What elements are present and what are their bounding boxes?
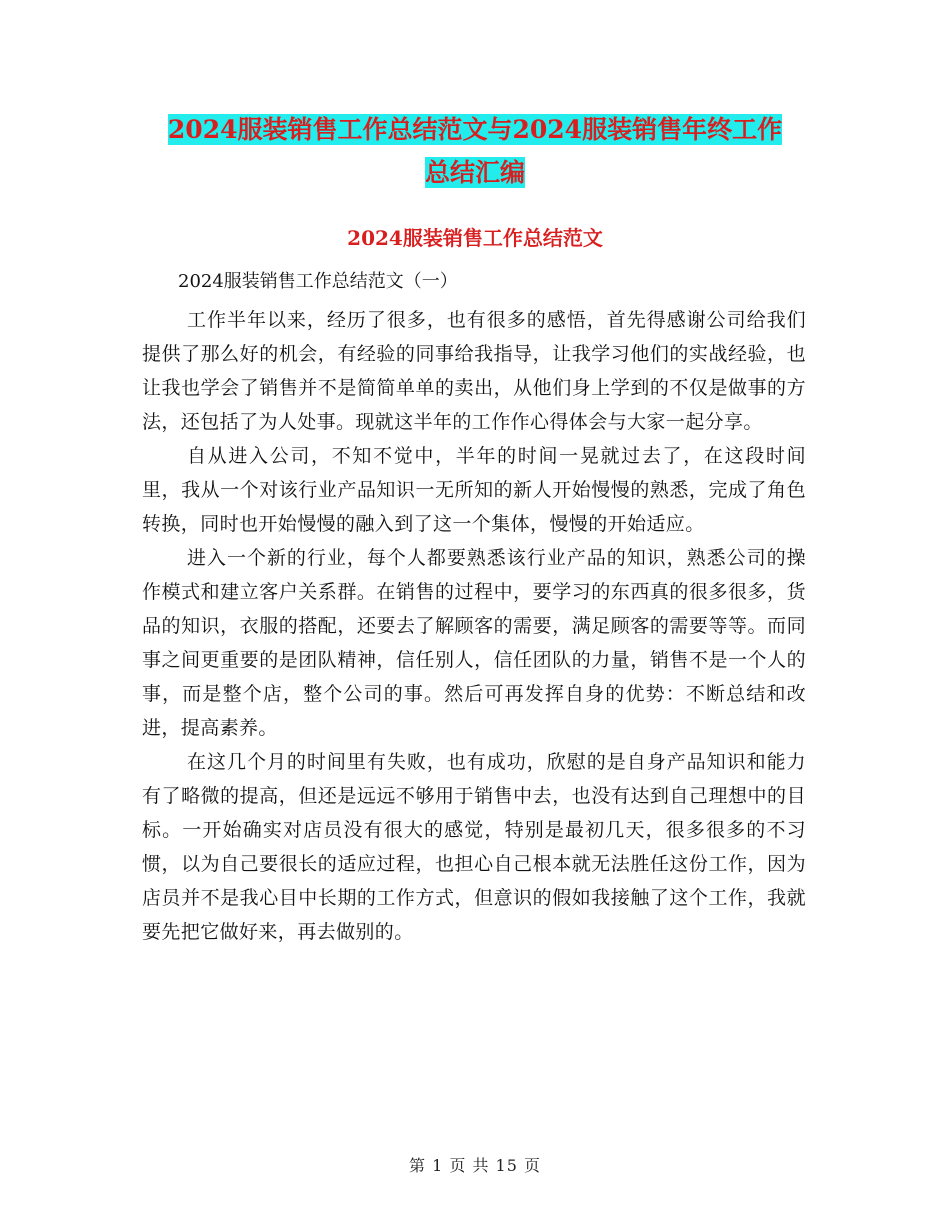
title-line-2: 总结汇编 [424,158,525,187]
paragraph: 工作半年以来，经历了很多，也有很多的感悟，首先得感谢公司给我们提供了那么好的机会，有经验的同事给我指导，让我学习他们的实战经验，也让我也学会了销售并不是简简单单的卖出，从他们身上学到的不仅是做事的方法，还包括了为人处事。现就这半年的工作作心得体会与大家一起分享。 [142,309,806,433]
paragraph: 自从进入公司，不知不觉中，半年的时间一晃就过去了，在这段时间里，我从一个对该行业产品知识一无所知的新人开始慢慢的熟悉，完成了角色转换，同时也开始慢慢的融入到了这一个集体，慢慢的开始适应。 [142,445,806,535]
page-number: 第 1 页 共 15 页 [409,1156,541,1175]
title-line-1: 2024服装销售工作总结范文与2024服装销售年终工作 [167,115,783,144]
document-title [140,108,810,194]
subtitle: 2024服装销售工作总结范文（一） [178,271,458,292]
document-body [142,266,806,949]
paragraph: 进入一个新的行业，每个人都要熟悉该行业产品的知识，熟悉公司的操作模式和建立客户关系群。在销售的过程中，要学习的东西真的很多很多，货品的知识，衣服的搭配，还要去了解顾客的需要，满足顾客的需要等等。而同事之间更重要的是团队精神，信任别人，信任团队的力量，销售不是一个人的事，而是整个店，整个公司的事。然后可再发挥自身的优势：不断总结和改进，提高素养。 [142,547,806,739]
paragraph: 在这几个月的时间里有失败，也有成功，欣慰的是自身产品知识和能力有了略微的提高，但还是远远不够用于销售中去，也没有达到自己理想中的目标。一开始确实对店员没有很大的感觉，特别是最初几天，很多很多的不习惯，以为自己要很长的适应过程，也担心自己根本就无法胜任这份工作，因为店员并不是我心目中长期的工作方式，但意识的假如我接触了这个工作，我就要先把它做好来，再去做别的。 [142,751,806,943]
section-title: 2024服装销售工作总结范文 [347,226,603,250]
